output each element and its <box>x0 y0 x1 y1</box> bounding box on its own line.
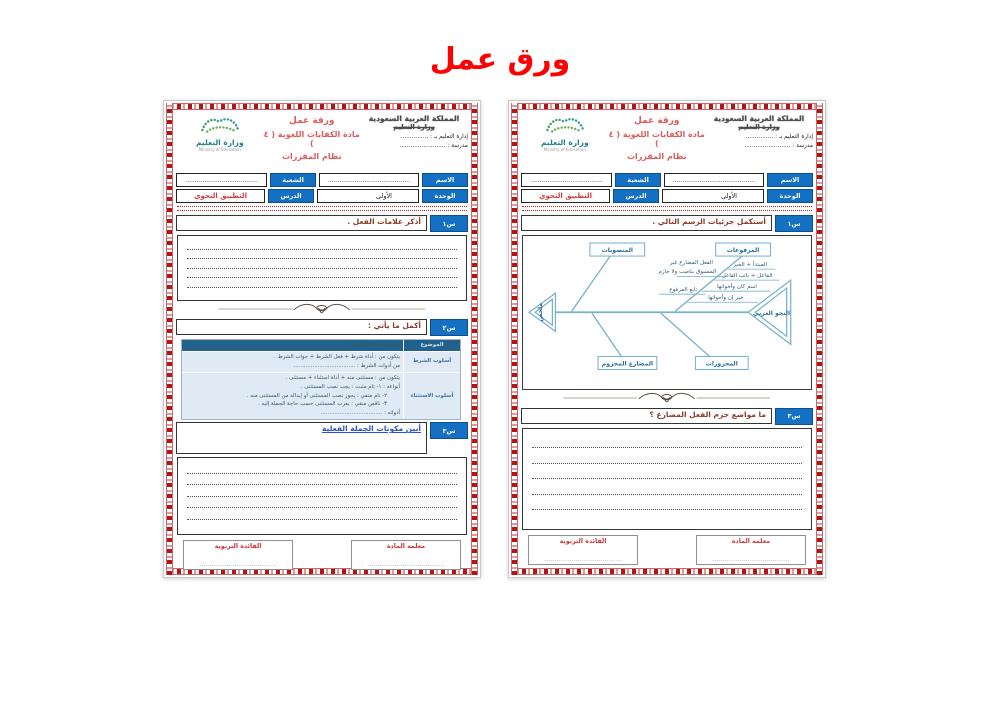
name-label: الاسم <box>767 173 813 187</box>
answer-line <box>187 473 457 474</box>
kingdom-block <box>360 113 468 171</box>
unit-row <box>176 189 468 203</box>
lesson-value[interactable]: التطبيق النحوي <box>176 189 265 203</box>
page-content <box>176 113 468 569</box>
flourish-icon <box>547 391 786 405</box>
fishbone-diagram <box>522 235 812 390</box>
worksheet-system: نظام المقررات <box>626 152 687 161</box>
branch-line <box>572 256 611 311</box>
q1-number-badge: س١ <box>430 215 468 232</box>
worksheet-subject: مادة الكفايات اللغوية ( ٤ ) <box>263 130 360 148</box>
answer-line <box>532 509 802 510</box>
q2-info-table <box>181 339 461 420</box>
subject-teacher-signature-line: ..................................... <box>712 557 790 563</box>
table-info-line: ٢- تام منفي : يجوز نصب المستثنى أو إبداله من المستثنى منه . <box>246 392 387 399</box>
lesson-label: الدرس <box>613 189 659 203</box>
table-cell-info <box>182 373 403 420</box>
moe-logo <box>176 113 264 171</box>
ornate-border-bottom <box>511 568 823 575</box>
sub-label-1: المبتدأ + الخبر <box>733 262 768 269</box>
q3-number-badge: س٣ <box>430 422 468 439</box>
table-cell-info <box>182 352 403 372</box>
flourish-divider <box>521 391 813 405</box>
table-info-line: ٣- ناقص منفي : يعرب المستثنى حسب حاجة الجملة إليه . <box>258 401 387 408</box>
moe-logo-arabic: وزارة التعليم <box>196 138 244 147</box>
edu-leader-box[interactable] <box>528 535 638 565</box>
ornate-border-left <box>166 103 173 575</box>
edu-leader-label: القائدة التربوية <box>214 543 262 551</box>
subject-teacher-box[interactable] <box>351 540 461 570</box>
lesson-label: الدرس <box>268 189 314 203</box>
table-info-line: يتكون من : أداة شرط + فعل الشرط + جواب الشرط . <box>274 353 400 360</box>
marfuat-label: المرفوعات <box>726 247 760 255</box>
answer-line <box>187 268 457 269</box>
moe-logo-english: Ministry of Education <box>543 147 586 152</box>
worksheet-page-left <box>163 100 481 578</box>
kingdom-block <box>705 113 813 171</box>
worksheet-heading <box>609 113 705 171</box>
school-line: مدرسة : ......................... <box>744 143 813 150</box>
section-field[interactable]: ...................................... <box>521 173 612 187</box>
section-field[interactable]: ...................................... <box>176 173 267 187</box>
q1-question-text: أستكمل جزئيات الرسم التالي . <box>521 215 772 231</box>
branch-line <box>592 313 621 356</box>
admin-line: إدارة التعليم بـ : ............... <box>745 134 813 141</box>
page-title: ورق عمل <box>429 42 571 77</box>
kingdom-line2: وزارة التعليم <box>393 122 435 131</box>
question3-row <box>176 422 468 454</box>
q3-answer-area[interactable] <box>177 457 467 535</box>
school-line: مدرسة : ......................... <box>399 143 468 150</box>
jussive-label: المضارع المجزوم <box>601 360 654 368</box>
fish-tail-label: ملخص <box>537 302 545 322</box>
red-dotted-separator <box>177 206 467 211</box>
moe-logo-arabic: وزارة التعليم <box>541 138 589 147</box>
answer-line <box>532 494 802 495</box>
q3-question-text: ما مواضع جزم الفعل المضارع ؟ <box>521 408 772 424</box>
kingdom-calligraphy <box>705 115 813 131</box>
name-field[interactable]: ........................................... <box>319 173 419 187</box>
branch-line <box>661 313 710 356</box>
ornate-border-right <box>471 103 478 575</box>
page-header <box>176 113 468 171</box>
edu-leader-signature-line: ..................................... <box>544 557 622 563</box>
edu-leader-signature-line: ..................................... <box>199 562 277 569</box>
table-header-row <box>182 340 460 351</box>
unit-value[interactable]: الأولى <box>317 189 419 203</box>
answer-line <box>532 478 802 479</box>
ornate-border-top <box>166 103 478 110</box>
question1-row <box>521 215 813 232</box>
q2-number-badge: س٢ <box>430 319 468 336</box>
edu-leader-label: القائدة التربوية <box>559 538 607 545</box>
table-cell-topic: أسلوب الاستثناء <box>403 373 460 420</box>
kingdom-line1: المملكة العربية السعودية <box>368 114 460 123</box>
sub-label-4: خبر إن وأخواتها <box>708 295 744 302</box>
answer-line <box>187 249 457 250</box>
unit-value[interactable]: الأولى <box>662 189 764 203</box>
question1-row <box>176 215 468 232</box>
signature-row <box>176 540 468 570</box>
moe-logo-icon <box>187 114 253 138</box>
edu-leader-box[interactable] <box>183 540 293 570</box>
question3-row <box>521 408 813 425</box>
question2-row <box>176 319 468 336</box>
fish-head-label: النحو العربي <box>752 309 791 317</box>
unit-label: الوحدة <box>767 189 813 203</box>
table-header-info: معلوماته الأساسية <box>351 342 400 348</box>
note-line-2: المسبوق بناصب ولا جازم <box>658 269 717 276</box>
q3-question-text: أبين مكونات الجملة الفعلية <box>176 422 427 454</box>
worksheet-system: نظام المقررات <box>281 152 342 161</box>
answer-line <box>187 287 457 288</box>
fishbone-svg <box>525 238 809 387</box>
answer-line <box>187 258 457 259</box>
unit-row <box>521 189 813 203</box>
table-row <box>182 351 460 372</box>
majrurat-label: المجرورات <box>705 360 738 368</box>
name-row <box>521 173 813 187</box>
q1-question-text: أذكر علامات الفعل . <box>176 215 427 231</box>
flourish-icon <box>202 302 441 316</box>
unit-label: الوحدة <box>422 189 468 203</box>
table-info-line: أدواته : .................................... <box>320 410 400 417</box>
section-label: الشعبة <box>270 173 316 187</box>
answer-line <box>187 519 457 520</box>
moe-logo <box>521 113 609 171</box>
q1-answer-area[interactable] <box>177 235 467 301</box>
answer-line <box>532 447 802 448</box>
admin-line: إدارة التعليم بـ : ............... <box>400 134 468 141</box>
lesson-value[interactable]: التطبيق النحوي <box>521 189 610 203</box>
kingdom-line2: وزارة التعليم <box>738 122 780 131</box>
table-info-line: أنواعه : ١- تام مثبت : يجب نصب المستثنى . <box>300 383 400 390</box>
name-field[interactable]: ........................................... <box>664 173 764 187</box>
mansubat-label: المنصوبات <box>601 247 633 255</box>
moe-logo-english: Ministry of Education <box>198 147 241 152</box>
q3-number-badge: س٣ <box>775 408 813 425</box>
sub-label-5: تابع المرفوع <box>669 287 698 294</box>
answer-line <box>532 463 802 464</box>
worksheet-title: ورقة عمل <box>634 116 680 126</box>
sub-label-2: الفاعل + نائب الفاعل <box>721 273 773 280</box>
answer-line <box>187 484 457 485</box>
table-info-line: من أدوات الشرط : .................................... <box>293 362 400 369</box>
subject-teacher-label: معلمة المادة <box>386 543 426 551</box>
answer-line <box>187 277 457 278</box>
worksheet-title: ورقة عمل <box>289 116 335 126</box>
q3-answer-area[interactable] <box>522 428 812 530</box>
moe-logo-icon <box>532 114 598 138</box>
answer-line <box>187 507 457 508</box>
worksheet-page-right <box>508 100 826 578</box>
worksheet-subject: مادة الكفايات اللغوية ( ٤ ) <box>608 130 705 148</box>
subject-teacher-box[interactable] <box>696 535 806 565</box>
red-dotted-separator <box>522 206 812 211</box>
table-header-topic: الموضوع <box>403 340 460 351</box>
q1-number-badge: س١ <box>775 215 813 232</box>
name-label: الاسم <box>422 173 468 187</box>
sub-label-3: اسم كان وأخواتها <box>717 284 757 291</box>
kingdom-line1: المملكة العربية السعودية <box>713 114 805 123</box>
flourish-divider <box>176 302 468 316</box>
kingdom-calligraphy <box>360 115 468 131</box>
subject-teacher-signature-line: ..................................... <box>367 562 445 569</box>
table-info-line: يتكون من : مستثنى منه + أداة استثناء + مستثنى . <box>285 374 400 381</box>
page-header <box>521 113 813 171</box>
subject-teacher-label: معلمة المادة <box>731 538 771 545</box>
signature-row <box>521 535 813 565</box>
q2-question-text: أكمل ما يأتي : <box>176 319 427 335</box>
worksheet-heading <box>264 113 360 171</box>
ornate-border-right <box>816 103 823 575</box>
answer-line <box>187 496 457 497</box>
table-cell-topic: أسلوب الشرط <box>403 352 460 372</box>
page-content <box>521 113 813 565</box>
ornate-border-left <box>511 103 518 575</box>
section-label: الشعبة <box>615 173 661 187</box>
table-row <box>182 372 460 420</box>
note-line-1: الفعل المضارع غير <box>669 260 713 267</box>
name-row <box>176 173 468 187</box>
ornate-border-top <box>511 103 823 110</box>
